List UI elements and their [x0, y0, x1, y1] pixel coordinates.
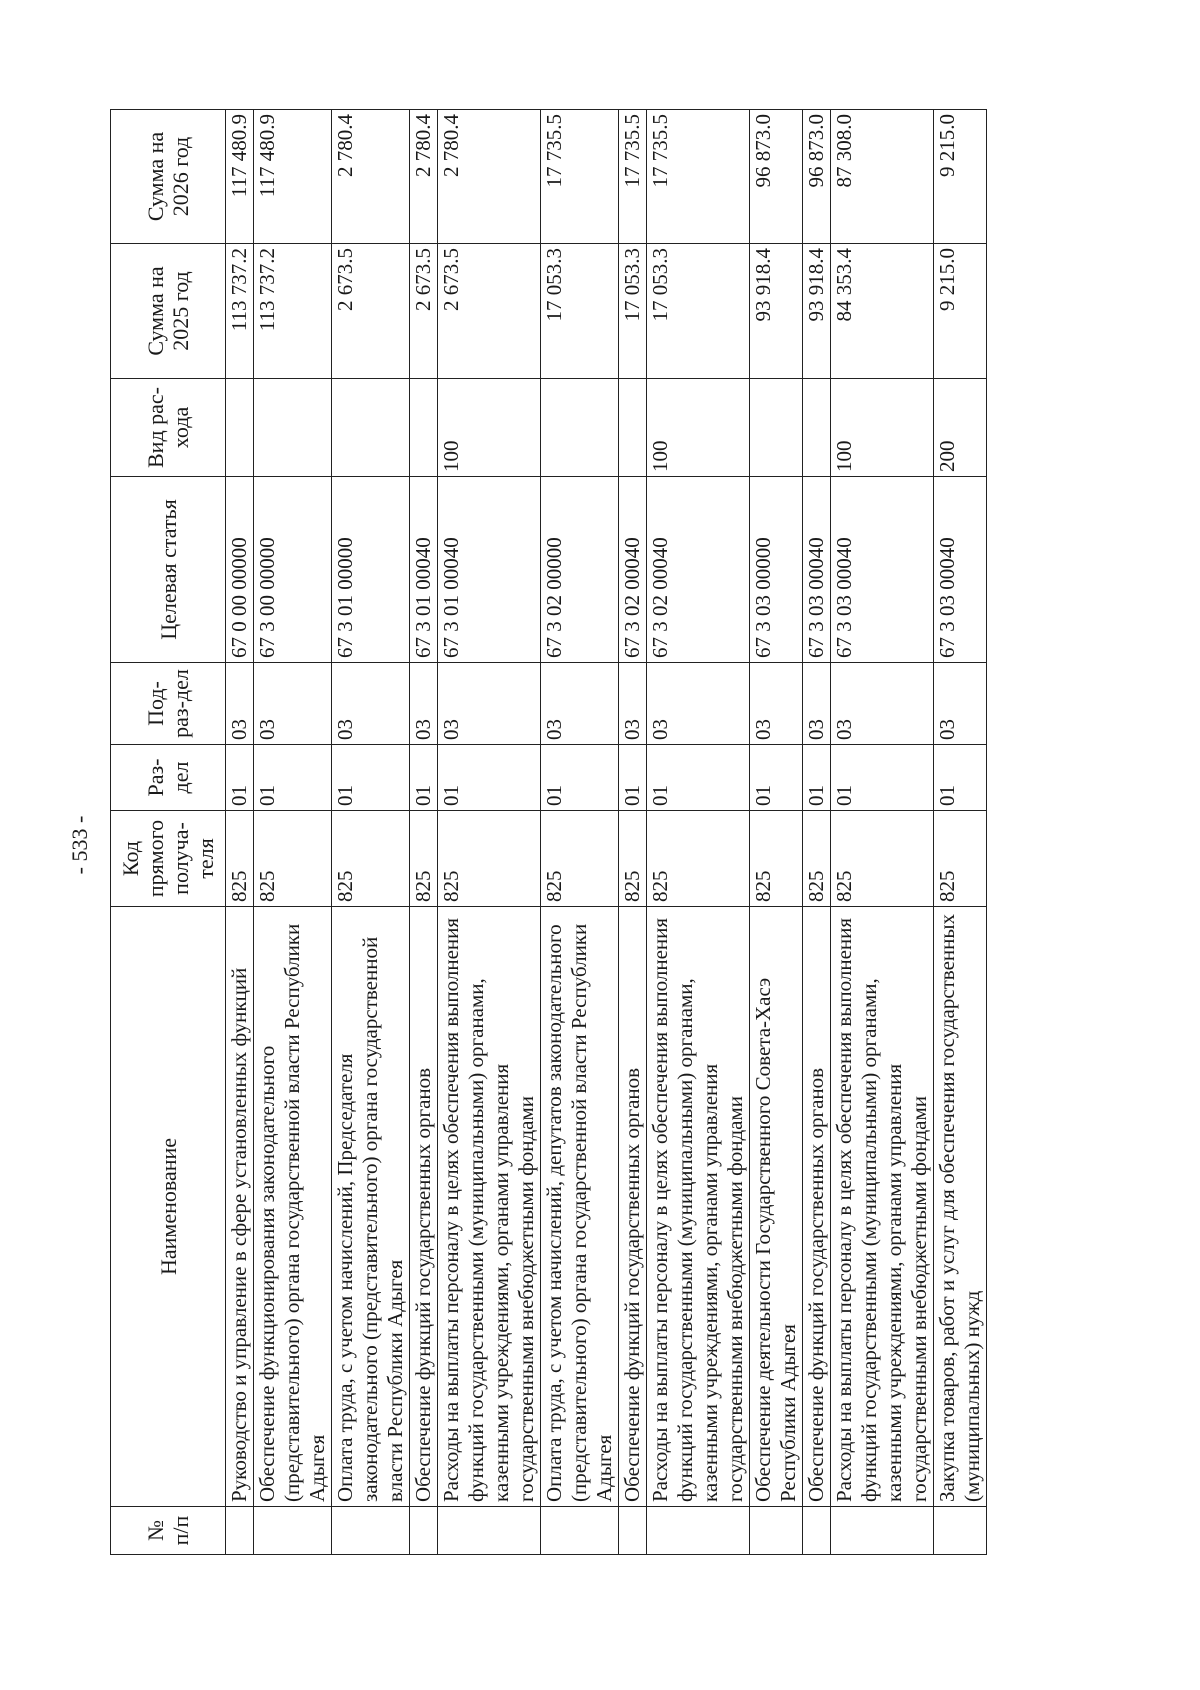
- cell-sum2026: 17 735.5: [541, 110, 619, 244]
- cell-sum2026: 17 735.5: [619, 110, 647, 244]
- cell-no: [750, 1507, 803, 1555]
- cell-razdel: 01: [934, 745, 987, 811]
- cell-no: [831, 1507, 934, 1555]
- cell-sum2025: 17 053.3: [541, 244, 619, 379]
- cell-podrazdel: 03: [831, 663, 934, 745]
- cell-vid: 100: [438, 379, 541, 477]
- cell-kod: 825: [934, 811, 987, 907]
- cell-sum2025: 84 353.4: [831, 244, 934, 379]
- cell-celevaya: 67 3 03 00040: [803, 477, 831, 663]
- budget-table: [110, 109, 987, 1555]
- cell-sum2025: 93 918.4: [750, 244, 803, 379]
- cell-kod: 825: [803, 811, 831, 907]
- cell-name: Обеспечение функций государственных органов: [619, 907, 647, 1507]
- cell-sum2025: 17 053.3: [647, 244, 750, 379]
- cell-no: [541, 1507, 619, 1555]
- cell-podrazdel: 03: [934, 663, 987, 745]
- cell-no: [332, 1507, 410, 1555]
- cell-vid: [332, 379, 410, 477]
- cell-name: Руководство и управление в сфере установленных функций: [226, 907, 254, 1507]
- header-no: № п/п: [111, 1507, 226, 1555]
- cell-celevaya: 67 3 02 00040: [619, 477, 647, 663]
- cell-razdel: 01: [254, 745, 332, 811]
- cell-name: Расходы на выплаты персоналу в целях обеспечения выполнения функций государственными (муниципальными) органами, казенными учреждениями, органами управления государственными внебюджетными фондами: [831, 907, 934, 1507]
- cell-name: Обеспечение функций государственных органов: [410, 907, 438, 1507]
- cell-kod: 825: [410, 811, 438, 907]
- cell-vid: 100: [647, 379, 750, 477]
- cell-vid: [619, 379, 647, 477]
- cell-vid: [750, 379, 803, 477]
- cell-name: Расходы на выплаты персоналу в целях обеспечения выполнения функций государственными (муниципальными) органами, казенными учреждениями, органами управления государственными внебюджетными фондами: [438, 907, 541, 1507]
- cell-no: [934, 1507, 987, 1555]
- cell-sum2025: 2 673.5: [438, 244, 541, 379]
- cell-sum2026: 96 873.0: [803, 110, 831, 244]
- cell-no: [803, 1507, 831, 1555]
- table-row: [803, 110, 831, 1555]
- header-sum2026: Сумма на 2026 год: [111, 110, 226, 244]
- cell-sum2026: 9 215.0: [934, 110, 987, 244]
- cell-no: [226, 1507, 254, 1555]
- cell-kod: 825: [647, 811, 750, 907]
- cell-razdel: 01: [332, 745, 410, 811]
- header-sum2025: Сумма на 2025 год: [111, 244, 226, 379]
- page-number: - 533 -: [67, 815, 92, 875]
- cell-name: Обеспечение деятельности Государственного Совета-Хасэ Республики Адыгея: [750, 907, 803, 1507]
- cell-sum2025: 113 737.2: [226, 244, 254, 379]
- cell-name: Закупка товаров, работ и услуг для обеспечения государственных (муниципальных) нужд: [934, 907, 987, 1507]
- cell-vid: [254, 379, 332, 477]
- cell-podrazdel: 03: [254, 663, 332, 745]
- table-row: [332, 110, 410, 1555]
- cell-no: [619, 1507, 647, 1555]
- cell-name: Оплата труда, с учетом начислений, депутатов законодательного (представительного) органа государственной власти Республики Адыгея: [541, 907, 619, 1507]
- cell-vid: [803, 379, 831, 477]
- table-row: [647, 110, 750, 1555]
- cell-vid: [541, 379, 619, 477]
- cell-podrazdel: 03: [541, 663, 619, 745]
- table-row: [619, 110, 647, 1555]
- cell-razdel: 01: [410, 745, 438, 811]
- cell-vid: [226, 379, 254, 477]
- cell-sum2026: 117 480.9: [226, 110, 254, 244]
- table-row: [410, 110, 438, 1555]
- cell-sum2026: 17 735.5: [647, 110, 750, 244]
- cell-celevaya: 67 3 03 00000: [750, 477, 803, 663]
- header-kod: Код прямого получа-теля: [111, 811, 226, 907]
- cell-name: Обеспечение функций государственных органов: [803, 907, 831, 1507]
- cell-celevaya: 67 3 00 00000: [254, 477, 332, 663]
- cell-razdel: 01: [647, 745, 750, 811]
- header-vid: Вид рас-хода: [111, 379, 226, 477]
- cell-no: [410, 1507, 438, 1555]
- cell-kod: 825: [619, 811, 647, 907]
- header-podrazdel: Под-раз-дел: [111, 663, 226, 745]
- cell-podrazdel: 03: [410, 663, 438, 745]
- cell-celevaya: 67 3 02 00000: [541, 477, 619, 663]
- cell-sum2026: 2 780.4: [438, 110, 541, 244]
- table-row: [750, 110, 803, 1555]
- header-name: Наименование: [111, 907, 226, 1507]
- cell-sum2026: 2 780.4: [332, 110, 410, 244]
- cell-kod: 825: [254, 811, 332, 907]
- cell-vid: 100: [831, 379, 934, 477]
- table-row: [254, 110, 332, 1555]
- cell-sum2025: 9 215.0: [934, 244, 987, 379]
- cell-podrazdel: 03: [332, 663, 410, 745]
- header-razdel: Раз-дел: [111, 745, 226, 811]
- cell-celevaya: 67 3 01 00040: [438, 477, 541, 663]
- cell-razdel: 01: [750, 745, 803, 811]
- cell-name: Оплата труда, с учетом начислений, Председателя законодательного (представительного) органа государственной власти Республики Адыгея: [332, 907, 410, 1507]
- table-row: [831, 110, 934, 1555]
- cell-celevaya: 67 0 00 00000: [226, 477, 254, 663]
- cell-vid: [410, 379, 438, 477]
- cell-sum2025: 2 673.5: [410, 244, 438, 379]
- cell-sum2026: 87 308.0: [831, 110, 934, 244]
- cell-razdel: 01: [803, 745, 831, 811]
- cell-kod: 825: [831, 811, 934, 907]
- cell-name: Расходы на выплаты персоналу в целях обеспечения выполнения функций государственными (муниципальными) органами, казенными учреждениями, органами управления государственными внебюджетными фондами: [647, 907, 750, 1507]
- cell-sum2025: 2 673.5: [332, 244, 410, 379]
- cell-sum2026: 2 780.4: [410, 110, 438, 244]
- cell-celevaya: 67 3 03 00040: [831, 477, 934, 663]
- table-row: [438, 110, 541, 1555]
- cell-podrazdel: 03: [750, 663, 803, 745]
- cell-razdel: 01: [619, 745, 647, 811]
- cell-celevaya: 67 3 01 00040: [410, 477, 438, 663]
- cell-vid: 200: [934, 379, 987, 477]
- cell-podrazdel: 03: [647, 663, 750, 745]
- cell-kod: 825: [750, 811, 803, 907]
- header-celevaya: Целевая статья: [111, 477, 226, 663]
- table-header-row: [111, 110, 226, 1555]
- table-row: [934, 110, 987, 1555]
- cell-sum2026: 117 480.9: [254, 110, 332, 244]
- cell-sum2025: 17 053.3: [619, 244, 647, 379]
- cell-no: [647, 1507, 750, 1555]
- cell-razdel: 01: [226, 745, 254, 811]
- cell-kod: 825: [438, 811, 541, 907]
- cell-no: [254, 1507, 332, 1555]
- cell-name: Обеспечение функционирования законодательного (представительного) органа государственной власти Республики Адыгея: [254, 907, 332, 1507]
- cell-razdel: 01: [438, 745, 541, 811]
- cell-podrazdel: 03: [226, 663, 254, 745]
- cell-no: [438, 1507, 541, 1555]
- cell-celevaya: 67 3 02 00040: [647, 477, 750, 663]
- cell-kod: 825: [332, 811, 410, 907]
- cell-podrazdel: 03: [438, 663, 541, 745]
- cell-celevaya: 67 3 03 00040: [934, 477, 987, 663]
- table-row: [541, 110, 619, 1555]
- cell-sum2026: 96 873.0: [750, 110, 803, 244]
- cell-kod: 825: [226, 811, 254, 907]
- cell-sum2025: 113 737.2: [254, 244, 332, 379]
- cell-razdel: 01: [831, 745, 934, 811]
- cell-razdel: 01: [541, 745, 619, 811]
- cell-podrazdel: 03: [619, 663, 647, 745]
- cell-celevaya: 67 3 01 00000: [332, 477, 410, 663]
- rotated-page: [60, 105, 984, 1585]
- cell-kod: 825: [541, 811, 619, 907]
- cell-podrazdel: 03: [803, 663, 831, 745]
- cell-sum2025: 93 918.4: [803, 244, 831, 379]
- table-row: [226, 110, 254, 1555]
